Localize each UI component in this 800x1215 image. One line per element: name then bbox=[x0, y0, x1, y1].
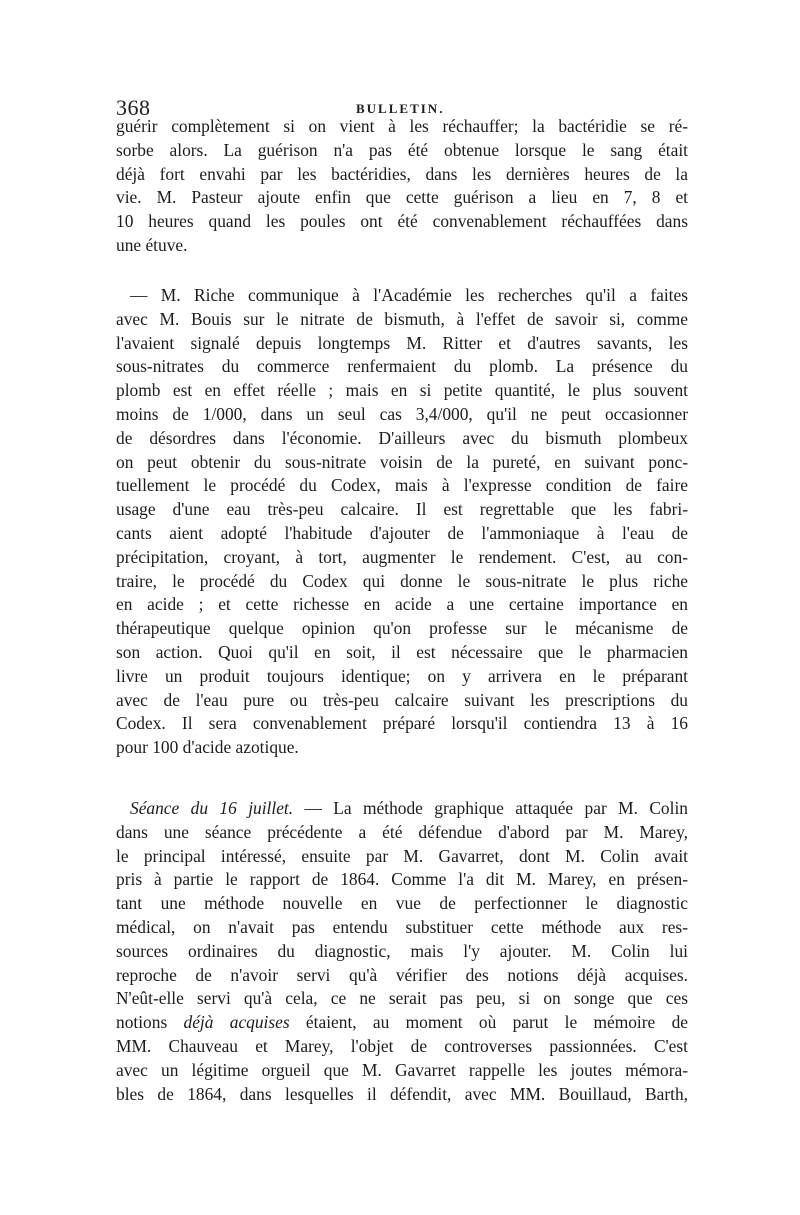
text-segment: notions bbox=[116, 1012, 184, 1033]
text-line: dans une séance précédente a été défendue d'abord par M. Marey, bbox=[116, 821, 688, 842]
text-line: tant une méthode nouvelle en vue de perfectionner le diagnostic bbox=[116, 893, 688, 914]
text-line: sorbe alors. La guérison n'a pas été obtenue lorsque le sang était bbox=[116, 139, 688, 160]
text-line: avec de l'eau pure ou très-peu calcaire suivant les prescriptions du bbox=[116, 689, 688, 710]
paragraph-seance-16-juillet bbox=[116, 797, 688, 1106]
text-line: livre un produit toujours identique; on y arrivera en le préparant bbox=[116, 665, 688, 686]
text-line: précipitation, croyant, à tort, augmenter le rendement. C'est, au con- bbox=[116, 546, 688, 567]
text-line: déjà fort envahi par les bactéridies, dans les dernières heures de la bbox=[116, 163, 688, 184]
text-line: tuellement le procédé du Codex, mais à l'expresse condition de faire bbox=[116, 475, 688, 496]
text-line: bles de 1864, dans lesquelles il défendit, avec MM. Bouillaud, Barth, bbox=[116, 1083, 688, 1104]
text-line: pour 100 d'acide azotique. bbox=[116, 737, 299, 758]
text-line: Codex. Il sera convenablement préparé lorsqu'il contiendra 13 à 16 bbox=[116, 713, 688, 734]
text-line: usage d'une eau très-peu calcaire. Il est regrettable que les fabri- bbox=[116, 499, 688, 520]
text-line: une étuve. bbox=[116, 234, 188, 255]
text-line: thérapeutique quelque opinion qu'on professe sur le mécanisme de bbox=[116, 618, 688, 639]
text-line: MM. Chauveau et Marey, l'objet de controverses passionnées. C'est bbox=[116, 1035, 688, 1056]
text-line: vie. M. Pasteur ajoute enfin que cette guérison a lieu en 7, 8 et bbox=[116, 187, 688, 208]
text-line: sous-nitrates du commerce renfermaient du plomb. La présence du bbox=[116, 356, 688, 377]
paragraph-riche bbox=[116, 284, 688, 760]
text-line: reproche de n'avoir servi qu'à vérifier des notions déjà acquises. bbox=[116, 964, 688, 985]
page-number: 368 bbox=[116, 95, 151, 120]
text-line-rest: — La méthode graphique attaquée par M. Colin bbox=[293, 798, 688, 818]
text-line bbox=[116, 797, 688, 821]
text-line: moins de 1/000, dans un seul cas 3,4/000, qu'il ne peut occasionner bbox=[116, 403, 688, 424]
text-line: on peut obtenir du sous-nitrate voisin de la pureté, en suivant ponc- bbox=[116, 451, 688, 472]
paragraph-pasteur bbox=[116, 115, 688, 258]
text-line: avec un légitime orgueil que M. Gavarret rappelle les joutes mémora- bbox=[116, 1059, 688, 1080]
text-line: plomb est en effet réelle ; mais en si petite quantité, le plus souvent bbox=[116, 380, 688, 401]
text-line bbox=[116, 1011, 688, 1035]
text-line: le principal intéressé, ensuite par M. Gavarret, dont M. Colin avait bbox=[116, 845, 688, 866]
text-line: de désordres dans l'économie. D'ailleurs avec du bismuth plombeux bbox=[116, 427, 688, 448]
running-title: BULLETIN. bbox=[356, 101, 445, 116]
text-line: son action. Quoi qu'il en soit, il est nécessaire que le pharmacien bbox=[116, 641, 688, 662]
text-line: sources ordinaires du diagnostic, mais l'y ajouter. M. Colin lui bbox=[116, 940, 688, 961]
italic-phrase: déjà acquises bbox=[183, 1012, 290, 1033]
text-line: cants aient adopté l'habitude d'ajouter de l'ammoniaque à l'eau de bbox=[116, 522, 688, 543]
session-date-heading: Séance du 16 juillet. bbox=[130, 798, 294, 818]
text-line: l'avaient signalé depuis longtemps M. Ritter et d'autres savants, les bbox=[116, 332, 688, 353]
text-line: médical, on n'avait pas entendu substituer cette méthode aux res- bbox=[116, 916, 688, 937]
text-line: guérir complètement si on vient à les réchauffer; la bactéridie se ré- bbox=[116, 116, 688, 136]
text-line: N'eût-elle servi qu'à cela, ce ne serait pas peu, si on songe que ces bbox=[116, 988, 688, 1009]
text-line: 10 heures quand les poules ont été convenablement réchauffées dans bbox=[116, 211, 688, 232]
text-line: traire, le procédé du Codex qui donne le sous-nitrate le plus riche bbox=[116, 570, 688, 591]
text-line: — M. Riche communique à l'Académie les recherches qu'il a faites bbox=[130, 285, 688, 305]
text-line: pris à partie le rapport de 1864. Comme l'a dit M. Marey, en présen- bbox=[116, 869, 688, 890]
text-line: en acide ; et cette richesse en acide a une certaine importance en bbox=[116, 594, 688, 615]
text-segment: étaient, au moment où parut le mémoire de bbox=[289, 1012, 688, 1033]
text-line: avec M. Bouis sur le nitrate de bismuth, à l'effet de savoir si, comme bbox=[116, 308, 688, 329]
